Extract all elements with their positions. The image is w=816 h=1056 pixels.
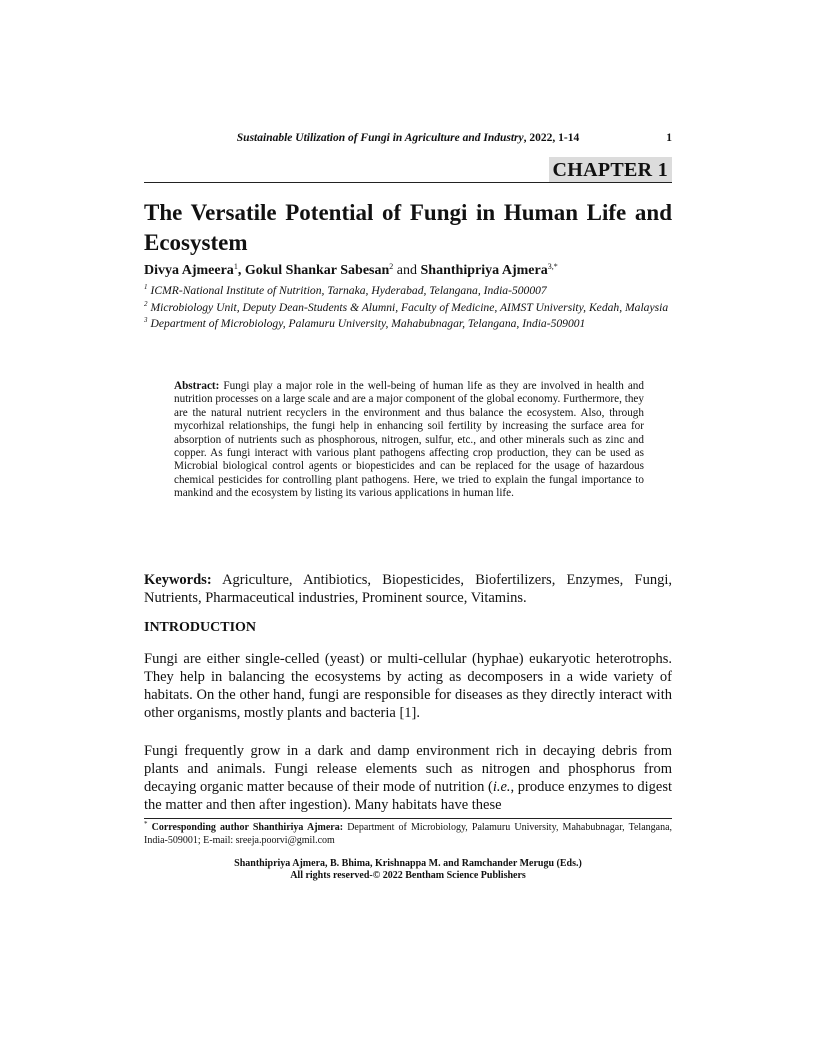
paragraph-italic: i.e. <box>492 779 511 795</box>
affiliation-text: ICMR-National Institute of Nutrition, Tarnaka, Hyderabad, Telangana, India-500007 <box>150 284 547 297</box>
affiliation <box>144 317 672 332</box>
footnote-sup: * <box>144 820 148 828</box>
author-separator: , <box>237 263 245 278</box>
affiliation-text: Microbiology Unit, Deputy Dean-Students & Alumni, Faculty of Medicine, AIMST University, Kedah, Malaysia <box>150 300 669 314</box>
affiliation <box>144 301 672 316</box>
page-footer <box>144 858 672 882</box>
abstract <box>174 380 644 501</box>
footer-editors: Shanthipriya Ajmera, B. Bhima, Krishnappa M. and Ramchander Merugu (Eds.) <box>234 858 582 869</box>
keywords <box>144 571 672 607</box>
author-name: Divya Ajmeera <box>144 263 234 278</box>
author-sup: 1 <box>233 262 238 271</box>
chapter-rule <box>144 182 672 183</box>
chapter-label: CHAPTER 1 <box>549 157 672 183</box>
affiliation-sup: 3 <box>144 316 148 324</box>
author-list <box>144 262 672 280</box>
affiliation-text: Department of Microbiology, Palamuru University, Mahabubnagar, Telangana, India-509001 <box>150 317 586 330</box>
abstract-label: Abstract: <box>174 380 220 392</box>
keywords-label: Keywords: <box>144 572 212 588</box>
affiliations <box>144 284 672 334</box>
footnote <box>144 822 672 847</box>
author-name: Shanthipriya Ajmera <box>420 263 548 278</box>
affiliation-sup: 2 <box>144 299 148 308</box>
journal-details: , 2022, 1-14 <box>523 132 580 144</box>
footnote-label: Corresponding author Shanthiriya Ajmera: <box>147 822 344 833</box>
paragraph-text: Fungi frequently grow in a dark and damp environment rich in decaying debris from plants and animals. Fungi release elements such as nitrogen and phosphorus from decaying organic matter because of their mode of nutrition ( <box>144 743 672 795</box>
running-header <box>144 132 672 144</box>
body-paragraph <box>144 742 672 814</box>
author-sup: 3,* <box>547 262 558 271</box>
affiliation-sup: 1 <box>144 283 148 291</box>
keywords-text: Agriculture, Antibiotics, Biopesticides, Biofertilizers, Enzymes, Fungi, Nutrients, Pharmaceutical industries, Prominent source, Vitamins. <box>144 572 672 606</box>
footnote-rule <box>144 818 672 819</box>
abstract-text: Fungi play a major role in the well-being of human life as they are involved in health and nutrition processes on a large scale and are a major component of the global economy. Furthermore, they are the natural nutrient recyclers in the environment and thus balance the ecosystem. Also, through mycorhizal relationships, the fungi help in enhancing soil fertility by increasing the surface area for absorption of nutrients such as phosphorous, nitrogen, sulfur, etc., and other minerals such as zinc and copper. As fungi interact with various plant pathogens affecting crop production, they can be used as Microbial biological control agents or biopesticides and can be replaced for the usage of hazardous chemical pesticides for controlling plant pathogens. Here, we tried to explain the fungal importance to mankind and the ecosystem by listing its various applications in human life. <box>174 380 644 500</box>
footnote-text: Department of Microbiology, Palamuru University, Mahabubnagar, Telangana, India-509001; E-mail: sreeja.poorvi@gmil.com <box>144 822 673 846</box>
body-paragraph: Fungi are either single-celled (yeast) or multi-cellular (hyphae) eukaryotic heterotrophs. They help in balancing the ecosystems by acting as decomposers in a wide variety of habitats. On the other hand, fungi are responsible for diseases as they directly interact with other organisms, mostly plants and bacteria [1]. <box>144 651 672 721</box>
journal-title: Sustainable Utilization of Fungi in Agriculture and Industry <box>236 132 524 144</box>
section-heading: INTRODUCTION <box>144 620 257 635</box>
author-sup: 2 <box>389 262 394 271</box>
page-number: 1 <box>666 132 672 144</box>
paragraph-text: , produce enzymes to digest the matter and then after ingestion). Many habitats have these <box>144 779 673 813</box>
author-name: Gokul Shankar Sabesan <box>244 263 390 278</box>
author-separator: and <box>393 263 421 278</box>
article-title: The Versatile Potential of Fungi in Human Life and Ecosystem <box>144 200 672 255</box>
affiliation <box>144 284 672 299</box>
footer-rights: All rights reserved-© 2022 Bentham Science Publishers <box>290 870 526 881</box>
